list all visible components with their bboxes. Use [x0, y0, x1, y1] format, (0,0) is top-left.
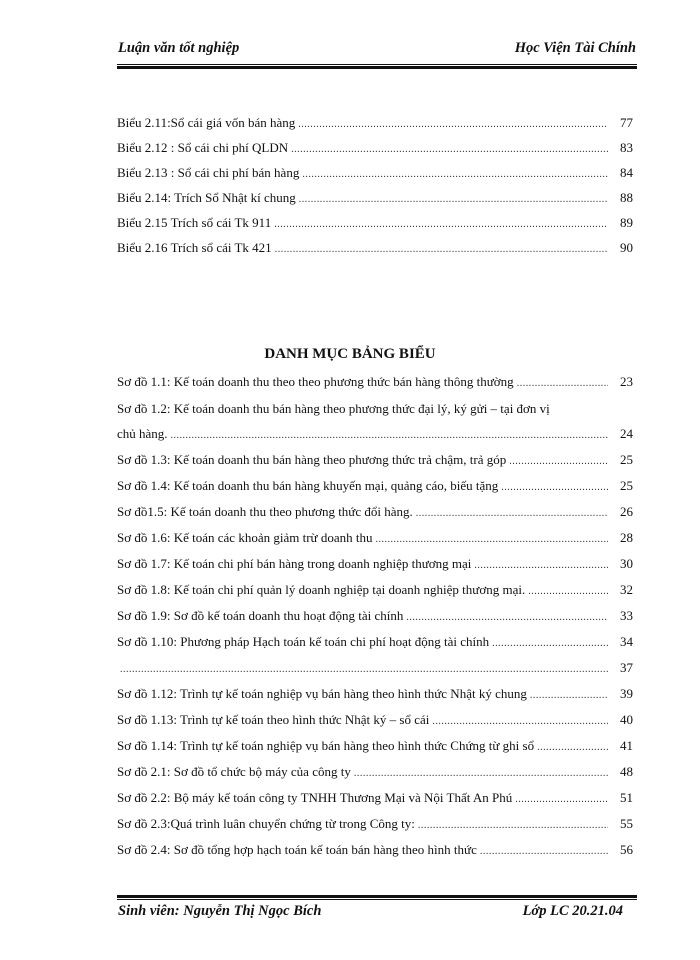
- toc-leader-dots: [406, 609, 608, 627]
- toc-leader-dots: [517, 375, 608, 393]
- header-rule: [117, 64, 637, 69]
- toc-leader-dots: [480, 843, 608, 861]
- toc-entry-page: 83: [620, 140, 633, 155]
- toc-entry: [117, 763, 633, 781]
- toc-leader-dots: [509, 453, 608, 471]
- toc-entry-page: 37: [620, 660, 633, 675]
- toc-entry-page: 26: [620, 504, 633, 519]
- toc-leader-dots: [474, 557, 608, 575]
- toc-leader-dots: [274, 216, 608, 234]
- footer-class-code: Lớp LC 20.21.04: [522, 903, 623, 919]
- toc-entry-label: Sơ đồ 1.10: Phương pháp Hạch toán kế toán chi phí hoạt động tài chính: [117, 634, 490, 649]
- toc-entry-label: Sơ đồ 1.3: Kế toán doanh thu bán hàng theo phương thức trả chậm, trả góp: [117, 452, 507, 467]
- toc-entry-page: 56: [620, 842, 633, 857]
- toc-entry: [117, 685, 633, 703]
- toc-entry-label: Biểu 2.15 Trích sổ cái Tk 911: [117, 215, 272, 230]
- toc-entry-page: 40: [620, 712, 633, 727]
- toc-leader-dots: [298, 116, 608, 134]
- section-title: DANH MỤC BẢNG BIỂU: [264, 346, 436, 362]
- toc-leader-dots: [537, 739, 608, 757]
- toc-entry-page: 28: [620, 530, 633, 545]
- toc-entry-label: Biểu 2.14: Trích Sổ Nhật kí chung: [117, 190, 296, 205]
- toc-entry: [117, 373, 633, 391]
- toc-entry-label: Sơ đồ 2.2: Bộ máy kế toán công ty TNHH Thương Mại và Nội Thất An Phú: [117, 790, 513, 805]
- toc-entry-line: Sơ đồ 1.2: Kế toán doanh thu bán hàng theo phương thức đại lý, ký gửi – tại đơn vị: [117, 401, 550, 416]
- toc-entry: [117, 711, 633, 729]
- toc-entry: [117, 164, 633, 182]
- toc-entry-label: Sơ đồ 1.4: Kế toán doanh thu bán hàng khuyến mại, quảng cáo, biếu tặng: [117, 478, 499, 493]
- toc-entry-label: Sơ đồ 1.1: Kế toán doanh thu theo theo phương thức bán hàng thông thường: [117, 374, 514, 389]
- toc-entry-label: Biểu 2.13 : Sổ cái chi phí bán hàng: [117, 165, 300, 180]
- toc-entry-page: 39: [620, 686, 633, 701]
- toc-entry-page: 55: [620, 816, 633, 831]
- toc-entry: [117, 451, 633, 469]
- toc-leader-dots: [354, 765, 608, 783]
- toc-leader-dots: [375, 531, 608, 549]
- toc-leader-dots: [291, 141, 608, 159]
- toc-leader-dots: [515, 791, 608, 809]
- toc-entry-page: 89: [620, 215, 633, 230]
- toc-leader-dots: [275, 241, 608, 259]
- toc-entry: [117, 789, 633, 807]
- toc-entry: [117, 607, 633, 625]
- toc-entry-label: Sơ đồ 1.8: Kế toán chi phí quản lý doanh nghiệp tại doanh nghiệp thương mại.: [117, 582, 526, 597]
- page-footer: [118, 903, 623, 920]
- footer-student-name: Sinh viên: Nguyễn Thị Ngọc Bích: [118, 903, 322, 919]
- toc-leader-dots: [418, 817, 608, 835]
- toc-entry-page: 25: [620, 478, 633, 493]
- toc-entry-page: 33: [620, 608, 633, 623]
- toc-entry: [117, 841, 633, 859]
- toc-entry-page: 88: [620, 190, 633, 205]
- toc-leader-dots: [528, 583, 608, 601]
- toc-entry-page: 90: [620, 240, 633, 255]
- toc-entry-label: Biểu 2.11:Sổ cái giá vốn bán hàng: [117, 115, 296, 130]
- toc-entry: [117, 189, 633, 207]
- toc-entry-page: 84: [620, 165, 633, 180]
- toc-entry: [117, 581, 633, 599]
- toc-entry: [117, 737, 633, 755]
- toc-entry-page: 30: [620, 556, 633, 571]
- toc-entry: [117, 815, 633, 833]
- toc-entry-label: Sơ đồ 1.13: Trình tự kế toán theo hình thức Nhật ký – sổ cái: [117, 712, 430, 727]
- toc-entry: [117, 139, 633, 157]
- toc-entry-page: 23: [620, 374, 633, 389]
- toc-entry: [117, 239, 633, 257]
- toc-entry: [117, 529, 633, 547]
- toc-entry: [117, 555, 633, 573]
- toc-leader-dots: [299, 191, 608, 209]
- toc-entry-page: 24: [620, 426, 633, 441]
- toc-entry-page: 34: [620, 634, 633, 649]
- toc-entry-label: Sơ đồ 1.6: Kế toán các khoản giảm trừ doanh thu: [117, 530, 373, 545]
- toc-entry-label: Sơ đồ 1.9: Sơ đồ kế toán doanh thu hoạt động tài chính: [117, 608, 404, 623]
- footer-rule: [117, 895, 637, 900]
- toc-entry-page: 51: [620, 790, 633, 805]
- toc-entry: [117, 503, 633, 521]
- header-institution: Học Viện Tài Chính: [514, 40, 636, 56]
- toc-entry-page: 32: [620, 582, 633, 597]
- toc-entry-page: 25: [620, 452, 633, 467]
- toc-entry-page: 41: [620, 738, 633, 753]
- toc-leader-dots: [501, 479, 608, 497]
- toc-entry-label: Sơ đồ 2.1: Sơ đồ tổ chức bộ máy của công ty: [117, 764, 351, 779]
- toc-entry-label: Biểu 2.16 Trích sổ cái Tk 421: [117, 240, 272, 255]
- toc-entry-page: 77: [620, 115, 633, 130]
- toc-leader-dots: [120, 661, 608, 679]
- toc-entry-label: Biểu 2.12 : Sổ cái chi phí QLDN: [117, 140, 289, 155]
- toc-entry-page: 48: [620, 764, 633, 779]
- page-header: [118, 40, 636, 57]
- toc-leader-dots: [171, 427, 608, 445]
- toc-leader-dots: [432, 713, 608, 731]
- toc-leader-dots: [302, 166, 608, 184]
- toc-leader-dots: [492, 635, 608, 653]
- header-thesis-title: Luận văn tốt nghiệp: [118, 40, 240, 56]
- toc-entry-label: Sơ đồ 2.4: Sơ đồ tổng hợp hạch toán kế toán bán hàng theo hình thức: [117, 842, 477, 857]
- toc-entry: [117, 633, 633, 651]
- toc-leader-dots: [416, 505, 608, 523]
- toc-entry-label: Sơ đồ 2.3:Quá trình luân chuyển chứng từ trong Công ty:: [117, 816, 415, 831]
- toc-entry-label: Sơ đồ 1.12: Trình tự kế toán nghiệp vụ bán hàng theo hình thức Nhật ký chung: [117, 686, 527, 701]
- toc-entry-label: chủ hàng.: [117, 426, 168, 441]
- toc-entry: [117, 114, 633, 132]
- toc-entry: [117, 659, 633, 677]
- toc-entry: [117, 477, 633, 495]
- toc-entry-label: Sơ đồ 1.7: Kế toán chi phí bán hàng trong doanh nghiệp thương mại: [117, 556, 472, 571]
- toc-entry-label: Sơ đồ 1.14: Trình tự kế toán nghiệp vụ bán hàng theo hình thức Chứng từ ghi sổ: [117, 738, 535, 753]
- toc-entry: [117, 214, 633, 232]
- toc-entry: [117, 425, 633, 443]
- toc-leader-dots: [530, 687, 608, 705]
- toc-entry-label: Sơ đồ1.5: Kế toán doanh thu theo phương thức đổi hàng.: [117, 504, 413, 519]
